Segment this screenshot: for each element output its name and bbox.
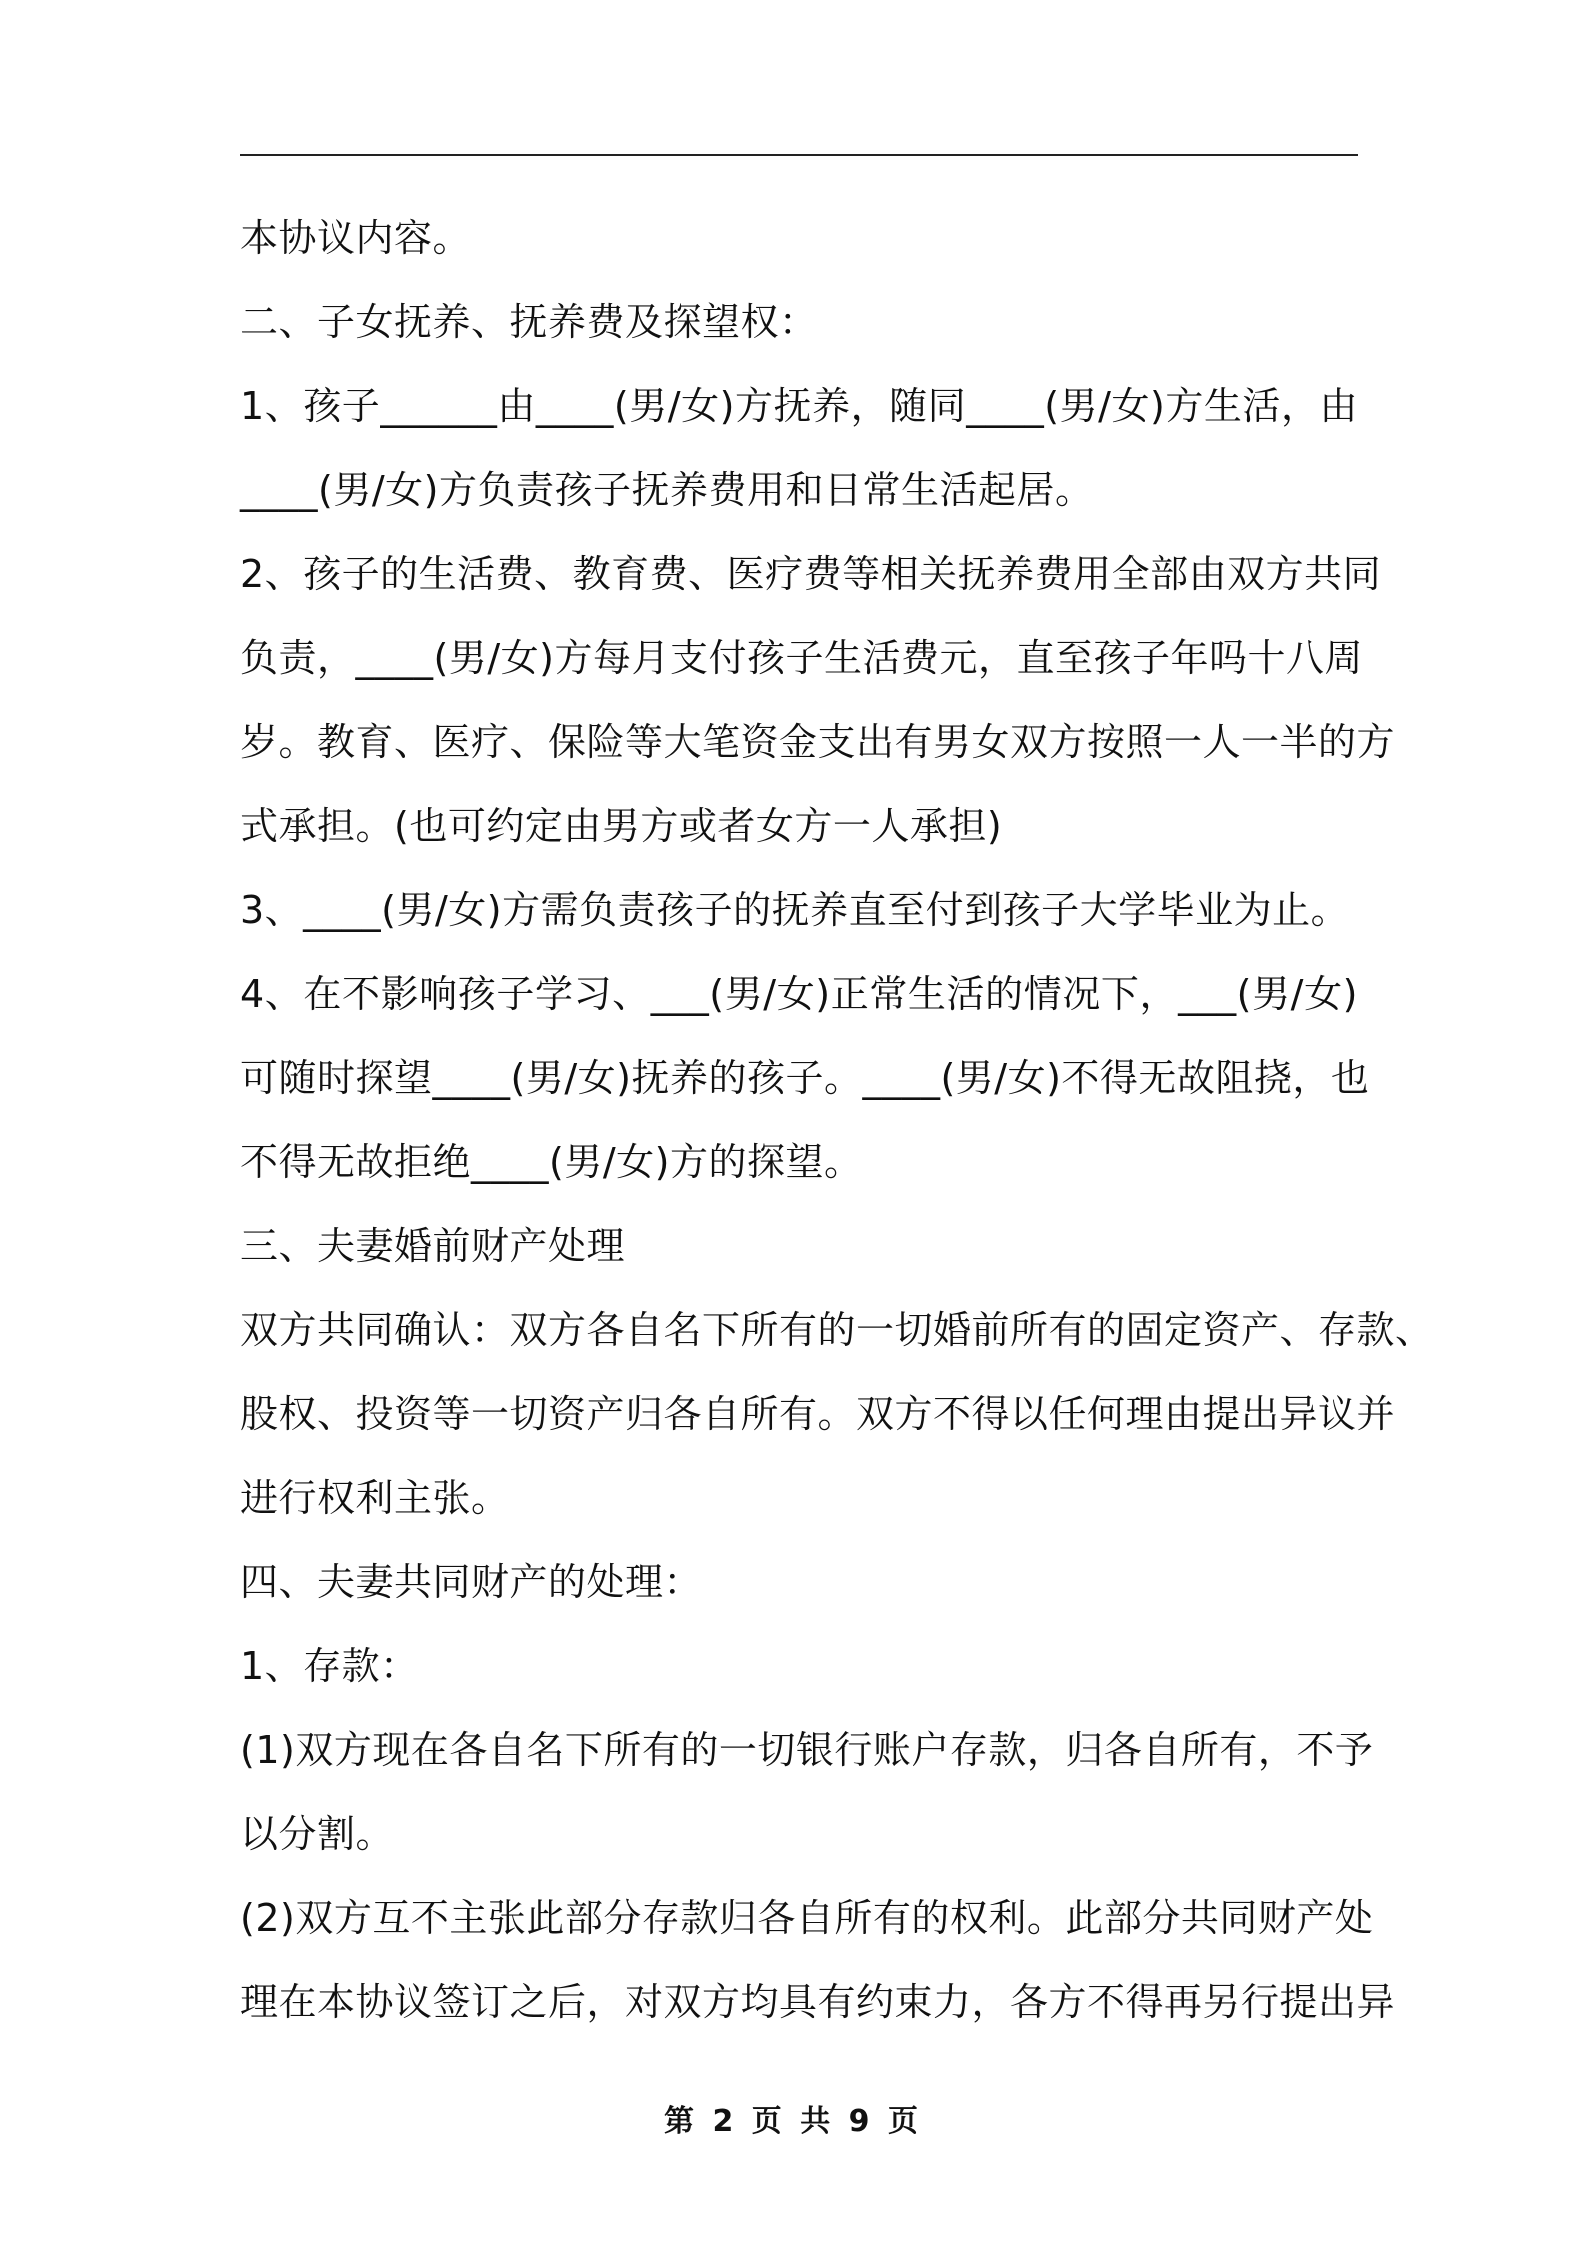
- text-line: 股权、投资等一切资产归各自所有。双方不得以任何理由提出异议并: [240, 1392, 1396, 1436]
- text-line: 1、存款：: [240, 1644, 419, 1688]
- text-line: 1、孩子______由____(男/女)方抚养，随同____(男/女)方生活，由: [240, 384, 1358, 428]
- text-line: 可随时探望____(男/女)抚养的孩子。____(男/女)不得无故阻挠，也: [240, 1056, 1370, 1100]
- text-line: 4、在不影响孩子学习、___(男/女)正常生活的情况下，___(男/女): [240, 972, 1358, 1016]
- page-number: 第 2 页 共 9 页: [664, 2104, 922, 2139]
- section-heading: 三、夫妻婚前财产处理: [240, 1224, 626, 1268]
- text-line: 本协议内容。: [240, 216, 472, 260]
- text-line: 进行权利主张。: [240, 1476, 510, 1520]
- document-body: [240, 196, 1434, 2044]
- text-line: 理在本协议签订之后，对双方均具有约束力，各方不得再另行提出异: [240, 1980, 1396, 2024]
- text-line: ____(男/女)方负责孩子抚养费用和日常生活起居。: [240, 468, 1094, 512]
- text-line: 以分割。: [240, 1812, 395, 1856]
- text-line: 负责，____(男/女)方每月支付孩子生活费元，直至孩子年吗十八周: [240, 636, 1363, 680]
- text-line: (2)双方互不主张此部分存款归各自所有的权利。此部分共同财产处: [240, 1896, 1374, 1940]
- text-line: 式承担。(也可约定由男方或者女方一人承担): [240, 804, 1003, 848]
- text-line: 双方共同确认：双方各自名下所有的一切婚前所有的固定资产、存款、: [240, 1308, 1434, 1352]
- text-line: 3、____(男/女)方需负责孩子的抚养直至付到孩子大学毕业为止。: [240, 888, 1350, 932]
- text-line: (1)双方现在各自名下所有的一切银行账户存款，归各自所有，不予: [240, 1728, 1374, 1772]
- section-heading: 二、子女抚养、抚养费及探望权：: [240, 300, 818, 344]
- text-line: 岁。教育、医疗、保险等大笔资金支出有男女双方按照一人一半的方: [240, 720, 1396, 764]
- text-line: 2、孩子的生活费、教育费、医疗费等相关抚养费用全部由双方共同: [240, 552, 1382, 596]
- section-heading: 四、夫妻共同财产的处理：: [240, 1560, 703, 1604]
- header-divider: [240, 154, 1358, 156]
- text-line: 不得无故拒绝____(男/女)方的探望。: [240, 1140, 863, 1184]
